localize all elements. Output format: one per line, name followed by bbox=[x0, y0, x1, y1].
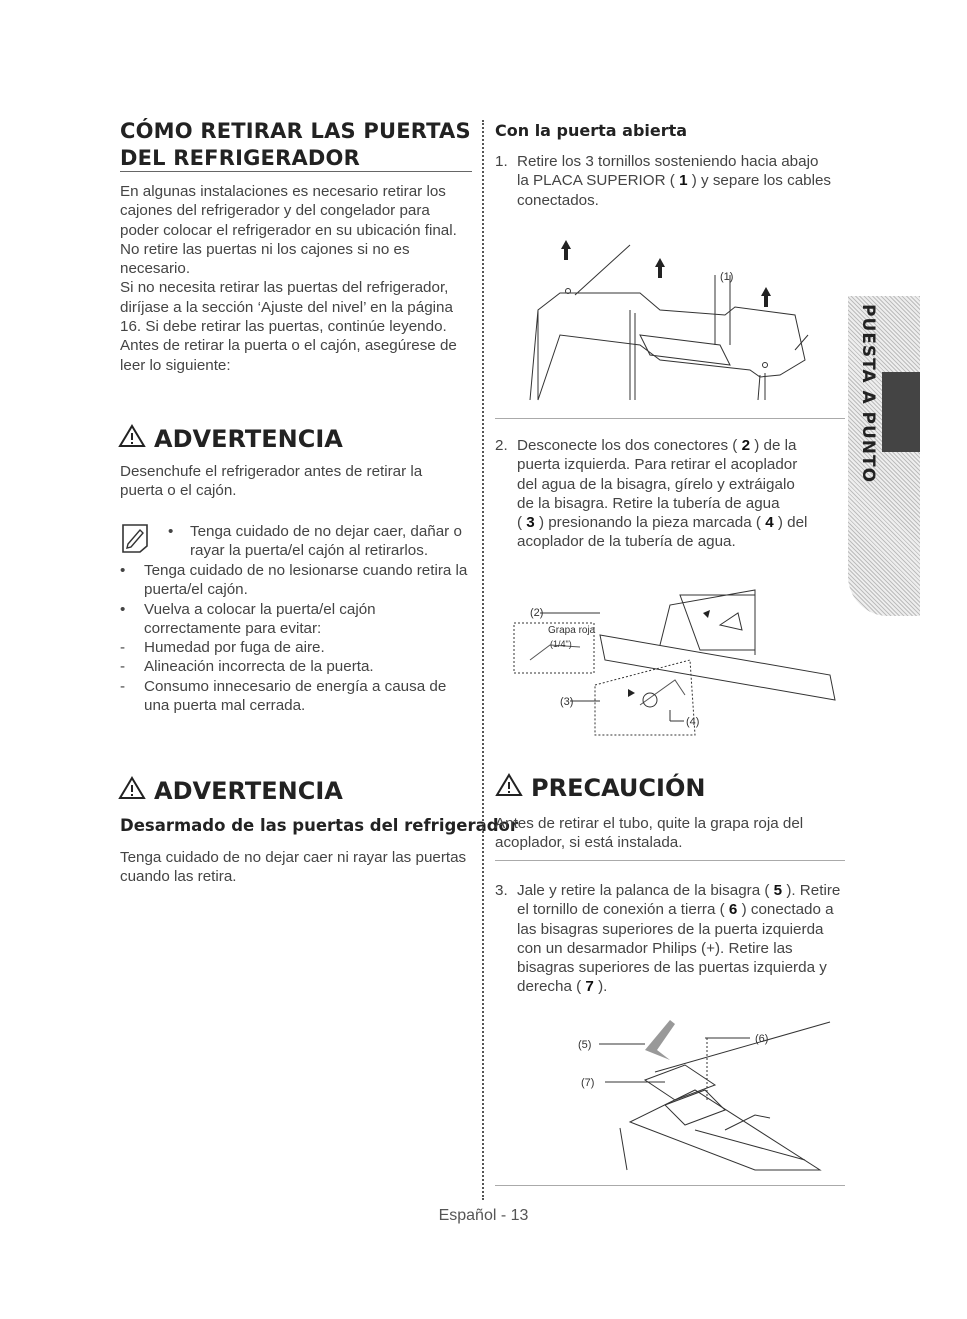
list-item bbox=[116, 657, 476, 676]
step-text bbox=[517, 881, 840, 997]
callout-number: 5 bbox=[773, 882, 783, 899]
bullet-text bbox=[144, 600, 376, 639]
intro-line: En algunas instalaciones es necesario retirar los bbox=[120, 183, 446, 200]
section-title bbox=[120, 118, 471, 172]
note-bullet bbox=[164, 522, 484, 561]
list-item bbox=[116, 638, 476, 657]
title-rule bbox=[120, 171, 472, 172]
bullet-text bbox=[144, 561, 467, 600]
caution-heading bbox=[495, 773, 705, 803]
intro-line: leer lo siguiente: bbox=[120, 356, 231, 374]
section-title-line1: CÓMO RETIRAR LAS PUERTAS bbox=[120, 119, 471, 143]
caution-heading-text: PRECAUCIÓN bbox=[531, 774, 706, 802]
step-number: 1. bbox=[495, 153, 508, 170]
callout-number: 4 bbox=[765, 514, 774, 532]
bullet-marker: • bbox=[120, 562, 126, 579]
warning-heading-2-text: ADVERTENCIA bbox=[154, 777, 343, 805]
text-line: puerta izquierda. Para retirar el acoplador bbox=[517, 456, 798, 474]
text-line: las bisagras superiores de la puerta izquierda bbox=[517, 920, 824, 938]
text-line: bisagras superiores de las puertas izquierda y bbox=[517, 959, 827, 977]
dash-marker: - bbox=[120, 658, 126, 676]
bullet-line: Tenga cuidado de no dejar caer, dañar o bbox=[190, 523, 462, 540]
fig2-label-3: (3) bbox=[560, 696, 574, 708]
list-item bbox=[116, 677, 476, 716]
bottom-rule bbox=[495, 1185, 845, 1186]
bullet-marker: • bbox=[120, 600, 126, 618]
bullet-line: correctamente para evitar: bbox=[144, 619, 322, 637]
list-item bbox=[116, 561, 476, 600]
right-subheading: Con la puerta abierta bbox=[495, 121, 688, 140]
dash-line: Consumo innecesario de energía a causa de bbox=[144, 677, 447, 695]
warning-line: Tenga cuidado de no dejar caer ni rayar las puertas bbox=[120, 849, 467, 866]
intro-line: diríjase a la sección ‘Ajuste del nivel’ en la página bbox=[120, 298, 453, 316]
fig2-label-4: (4) bbox=[686, 716, 700, 728]
fig3-label-5: (5) bbox=[578, 1039, 592, 1051]
bullet-line: puerta/el cajón. bbox=[144, 581, 248, 599]
callout-number: 6 bbox=[728, 901, 738, 919]
intro-line: No retire las puertas ni los cajones si no es bbox=[120, 240, 410, 258]
step-number: 3. bbox=[495, 882, 508, 899]
caution-line: Antes de retirar el tubo, quite la grapa roja del bbox=[495, 815, 804, 832]
text-line: con un desarmador Philips (+). Retire las bbox=[517, 939, 793, 957]
bullet-line: Tenga cuidado de no lesionarse cuando retira la bbox=[144, 562, 468, 579]
callout-number: 1 bbox=[679, 172, 688, 190]
dash-line: una puerta mal cerrada. bbox=[144, 697, 306, 715]
column-divider bbox=[482, 120, 484, 1200]
warning-line: puerta o el cajón. bbox=[120, 482, 237, 500]
text-line: el tornillo de conexión a tierra ( 6 ) conectado a bbox=[517, 901, 834, 919]
warning-line: Desenchufe el refrigerador antes de retirar la bbox=[120, 463, 423, 480]
step-3 bbox=[495, 881, 847, 997]
caution-rule bbox=[495, 860, 845, 861]
step-2 bbox=[495, 436, 845, 552]
dash-marker: - bbox=[120, 639, 126, 657]
text-line: Desconecte los dos conectores ( 2 ) de la bbox=[517, 437, 797, 454]
side-tab-label: PUESTA A PUNTO bbox=[858, 304, 878, 484]
step-1 bbox=[495, 152, 845, 210]
text-line: derecha ( 7 ). bbox=[517, 978, 608, 996]
warning-triangle-icon bbox=[118, 776, 146, 806]
intro-paragraph bbox=[120, 182, 475, 375]
figure-water-coupler bbox=[510, 585, 845, 740]
warning-line: cuando las retira. bbox=[120, 868, 237, 886]
intro-line: necesario. bbox=[120, 260, 191, 278]
warning-2-text bbox=[120, 848, 480, 887]
warning-heading-1-text: ADVERTENCIA bbox=[154, 425, 343, 453]
caution-text bbox=[495, 814, 845, 853]
warning-triangle-icon bbox=[118, 424, 146, 454]
intro-line: Antes de retirar la puerta o el cajón, asegúrese de bbox=[120, 337, 457, 355]
bullet-marker: • bbox=[168, 523, 174, 540]
section-title-line2: DEL REFRIGERADOR bbox=[120, 146, 360, 170]
bullet-text bbox=[190, 522, 462, 561]
fig2-label-2: (2) bbox=[530, 607, 544, 619]
bullet-line: rayar la puerta/el cajón al retirarlos. bbox=[190, 542, 429, 560]
warning-1-list bbox=[116, 561, 476, 715]
caution-triangle-icon bbox=[495, 773, 523, 803]
intro-line: cajones del refrigerador y del congelador para bbox=[120, 202, 430, 220]
dash-marker: - bbox=[120, 677, 126, 695]
dash-line: Alineación incorrecta de la puerta. bbox=[144, 658, 374, 676]
text-line: Retire los 3 tornillos sosteniendo hacia abajo bbox=[517, 153, 819, 170]
text-line: de la bisagra. Retire la tubería de agua bbox=[517, 494, 780, 512]
text-line: ( 3 ) presionando la pieza marcada ( 4 ) del bbox=[517, 514, 808, 532]
dash-text bbox=[144, 677, 446, 716]
step-number: 2. bbox=[495, 437, 508, 454]
list-item bbox=[116, 600, 476, 639]
page-number: Español - 13 bbox=[438, 1207, 529, 1224]
step-rule-1 bbox=[495, 418, 845, 419]
fig3-label-6: (6) bbox=[755, 1033, 769, 1045]
step-text bbox=[517, 436, 807, 552]
figure-hinge bbox=[575, 1010, 835, 1175]
side-tab-marker bbox=[882, 372, 920, 452]
text-line: del agua de la bisagra, gírelo y extráigalo bbox=[517, 475, 795, 493]
dash-line: Humedad por fuga de aire. bbox=[144, 639, 325, 657]
fig2-label-size: (1/4") bbox=[550, 639, 572, 649]
note-icon bbox=[120, 522, 150, 554]
fig1-label-1: (1) bbox=[720, 271, 734, 283]
dash-text bbox=[144, 657, 374, 676]
intro-line: poder colocar el refrigerador en su ubicación final. bbox=[120, 221, 457, 239]
bullet-line: Vuelva a colocar la puerta/el cajón bbox=[144, 600, 376, 618]
warning-2-subheading: Desarmado de las puertas del refrigerador bbox=[120, 816, 519, 835]
text-line: Jale y retire la palanca de la bisagra ( 5 ). Retire bbox=[517, 882, 841, 899]
callout-number: 2 bbox=[741, 437, 751, 454]
text-line: la PLACA SUPERIOR ( 1 ) y separe los cables bbox=[517, 172, 832, 190]
fig3-label-7: (7) bbox=[581, 1077, 595, 1089]
warning-heading-2 bbox=[118, 776, 343, 806]
callout-number: 3 bbox=[526, 514, 535, 532]
callout-number: 7 bbox=[585, 978, 594, 996]
warning-1-text bbox=[120, 462, 475, 501]
intro-line: 16. Si debe retirar las puertas, continúe leyendo. bbox=[120, 318, 447, 336]
text-line: acoplador de la tubería de agua. bbox=[517, 533, 736, 551]
warning-heading-1 bbox=[118, 424, 343, 454]
step-text bbox=[517, 152, 831, 210]
fig2-label-grapa: Grapa roja bbox=[548, 625, 596, 636]
dash-text bbox=[144, 638, 325, 657]
figure-top-plate bbox=[520, 235, 820, 403]
intro-line: Si no necesita retirar las puertas del refrigerador, bbox=[120, 279, 449, 297]
text-line: conectados. bbox=[517, 191, 599, 209]
caution-line: acoplador, si está instalada. bbox=[495, 834, 683, 852]
